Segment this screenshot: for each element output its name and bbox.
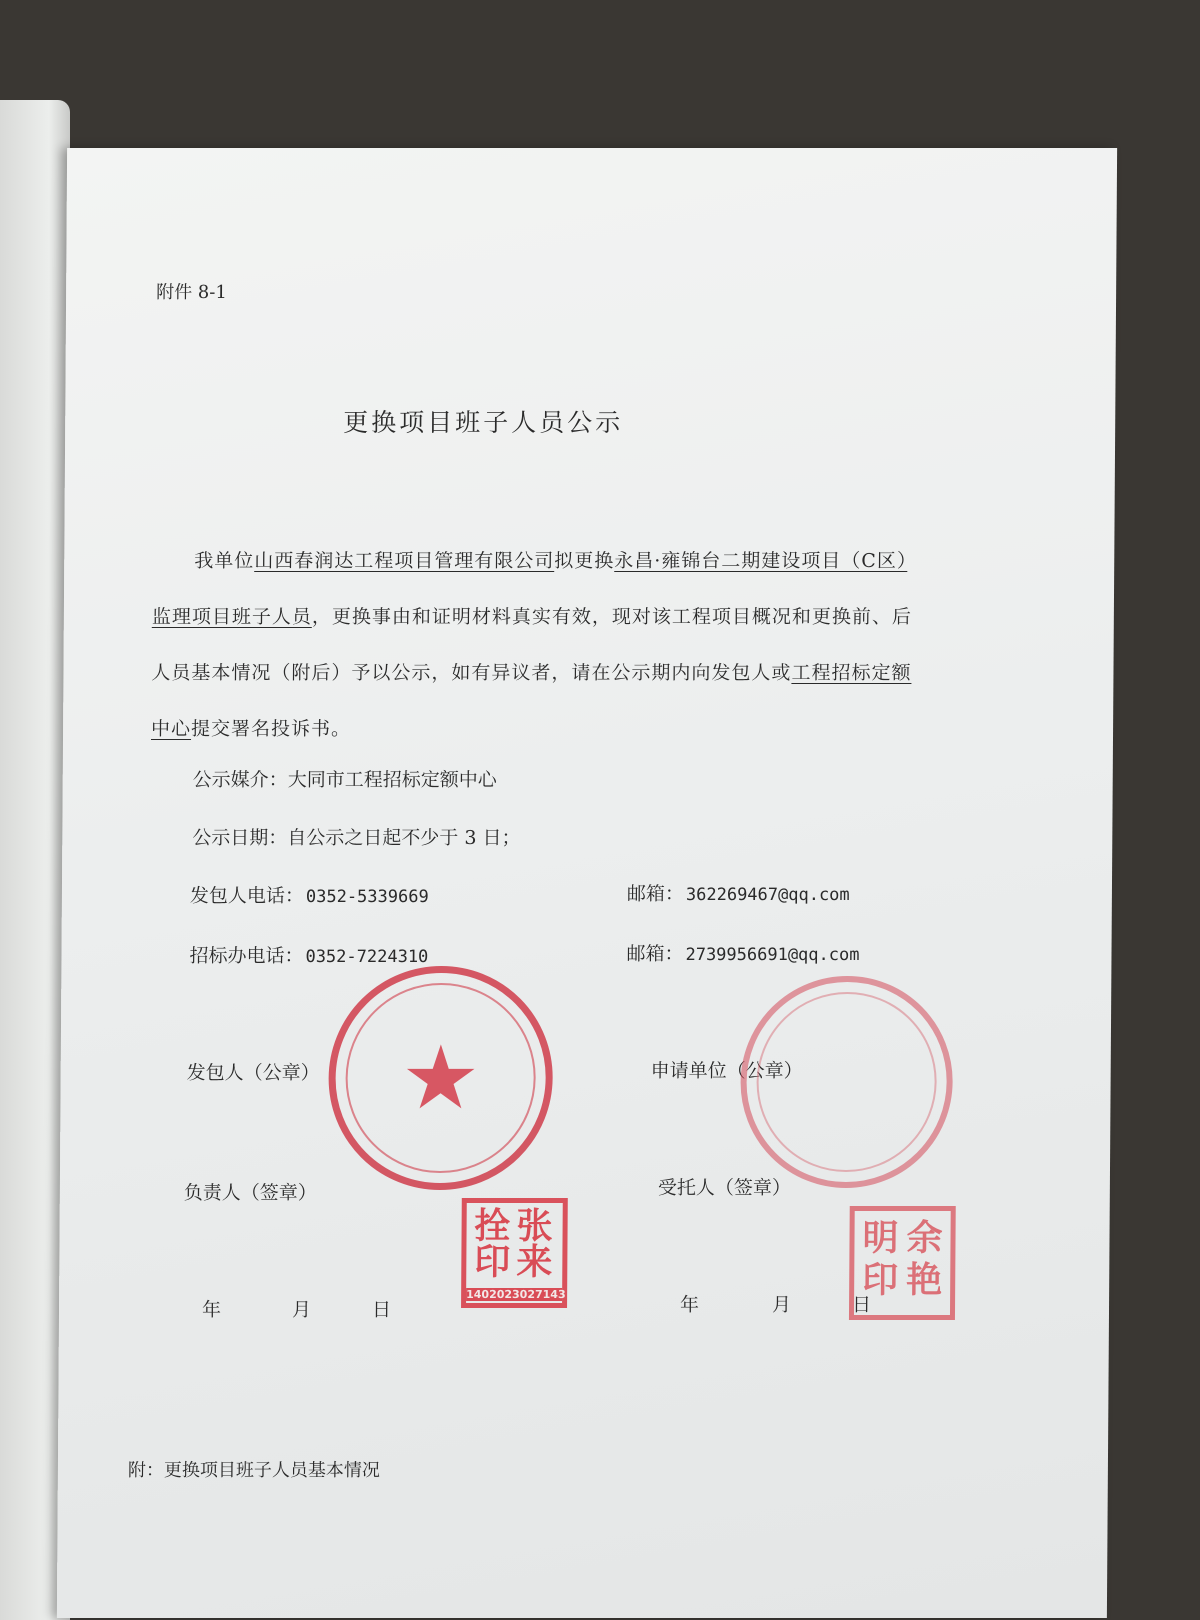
seal-star-icon: ★ [400, 1026, 481, 1129]
employer-phone-label: 发包人电话： [189, 885, 305, 907]
stamp-char: 艳 [906, 1260, 943, 1301]
principal-date-year: 年 [201, 1299, 222, 1321]
bid-office-phone-line [189, 941, 428, 968]
stamp-char: 明 [862, 1218, 899, 1259]
project-name: 永昌·雍锦台二期建设项目（C区）监理项目班子人员 [151, 550, 908, 628]
stamp-char: 余 [906, 1218, 943, 1259]
agent-date-month: 月 [771, 1294, 792, 1316]
bid-office-email: 2739956691@qq.com [685, 945, 860, 965]
principal-signature-label: 负责人（签章） [183, 1182, 317, 1204]
seal-inner-ring [756, 992, 937, 1172]
principal-date-day: 日 [371, 1299, 392, 1321]
document-page [57, 148, 1117, 1618]
stamp-char: 来 [516, 1242, 553, 1283]
para-text-3: ，更换事由和证明材料真实有效，现对该工程项目概况和更换前、后人员基本情况（附后）予以公示，如有异议者，请在公示期内向发包人或 [151, 606, 912, 684]
agency-name: 工程招标定额中心 [150, 662, 912, 740]
date-label: 公示日期： [192, 827, 288, 849]
stamp-number: 1402023027143 [466, 1288, 566, 1301]
media-value: 大同市工程招标定额中心 [287, 769, 497, 791]
notice-paragraph [151, 533, 915, 757]
date-line [192, 823, 520, 850]
document-title: 更换项目班子人员公示 [343, 408, 624, 437]
employer-email-label: 邮箱： [626, 883, 685, 905]
principal-date-month: 月 [291, 1299, 312, 1321]
applicant-official-seal [740, 976, 953, 1188]
stamp-char: 拴 [474, 1206, 511, 1247]
date-value: 自公示之日起不少于 3 日； [287, 827, 521, 849]
employer-email-line [627, 879, 850, 906]
bid-office-email-label: 邮箱： [626, 943, 684, 965]
agent-signature-label: 受托人（签章） [657, 1177, 791, 1199]
employer-seal-label: 发包人（公章） [186, 1062, 320, 1084]
stamp-char: 张 [516, 1206, 553, 1247]
media-line [193, 765, 497, 792]
para-text-2: 拟更换 [554, 550, 615, 572]
stamp-char: 印 [862, 1260, 899, 1301]
employer-phone-line [190, 881, 429, 908]
para-text-1: 我单位 [194, 550, 255, 572]
employer-official-seal [328, 966, 554, 1190]
bid-office-phone: 0352-7224310 [305, 947, 429, 967]
bid-office-phone-label: 招标办电话： [189, 945, 304, 967]
agent-date-year: 年 [679, 1294, 700, 1316]
applicant-seal-label: 申请单位（公章） [650, 1060, 803, 1082]
agent-date-day: 日 [851, 1294, 872, 1316]
employer-phone: 0352-5339669 [305, 887, 429, 907]
employer-email: 362269467@qq.com [685, 885, 850, 905]
stamp-char: 印 [474, 1242, 511, 1283]
principal-signature-stamp [461, 1198, 568, 1308]
attachment-number: 附件 8-1 [156, 282, 227, 303]
media-label: 公示媒介： [192, 769, 288, 791]
agent-signature-stamp [849, 1206, 956, 1320]
company-name: 山西春润达工程项目管理有限公司 [254, 550, 555, 572]
footer-attachment-note: 附：更换项目班子人员基本情况 [127, 1460, 380, 1481]
para-text-4: 提交署名投诉书。 [191, 718, 352, 740]
bid-office-email-line [626, 939, 859, 966]
